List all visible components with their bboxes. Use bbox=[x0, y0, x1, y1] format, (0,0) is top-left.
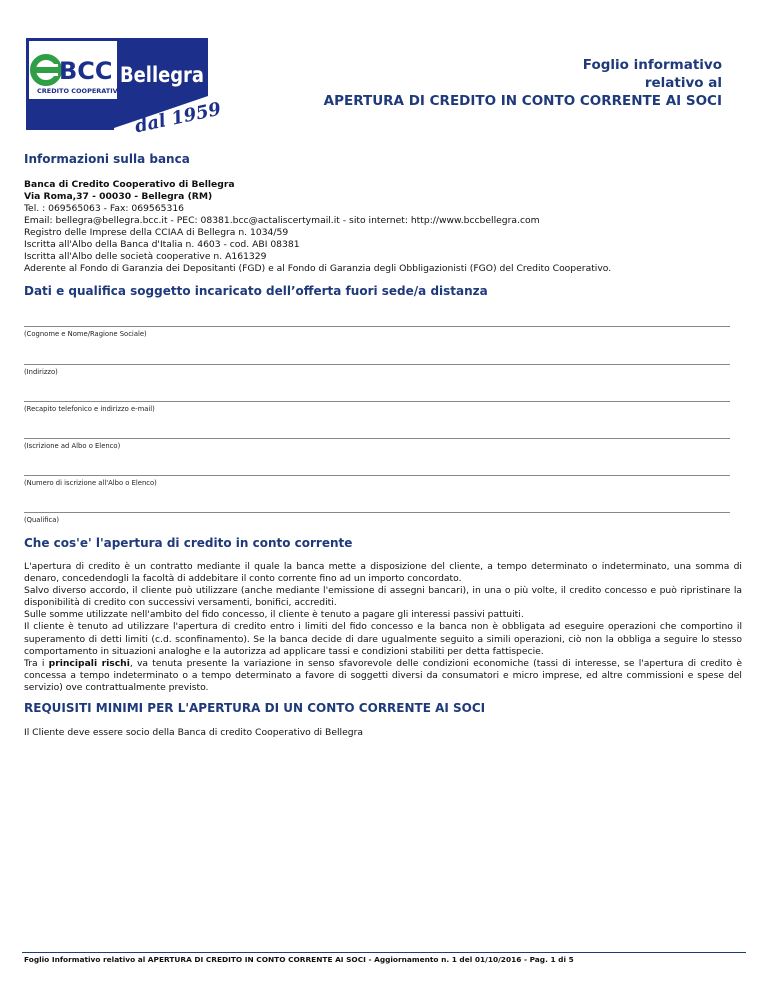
svg-text:dal 1959: dal 1959 bbox=[133, 98, 223, 138]
what-heading: Che cos'e' l'apertura di credito in conto corrente bbox=[24, 536, 353, 550]
page-footer: Foglio Informativo relativo al APERTURA DI CREDITO IN CONTO CORRENTE AI SOCI - Aggiornamento n. 1 del 01/10/2016 - Pag. 1 di 5 bbox=[24, 955, 574, 964]
requirements-text: Il Cliente deve essere socio della Banca di credito Cooperativo di Bellegra bbox=[24, 727, 363, 738]
field-line-role bbox=[24, 512, 730, 513]
what-paragraph-1: L'apertura di credito è un contratto mediante il quale la banca mette a disposizione del cliente, a tempo determinato o indeterminato, una somma di denaro, concedendogli la facoltà di addebitare il conto corrente fino ad un importo concordato. bbox=[24, 561, 742, 585]
footer-rule bbox=[22, 952, 746, 953]
bcc-bellegra-logo bbox=[26, 38, 223, 138]
requirements-heading: REQUISITI MINIMI PER L'APERTURA DI UN CONTO CORRENTE AI SOCI bbox=[24, 701, 486, 715]
what-paragraph-4: Il cliente è tenuto ad utilizzare l'apertura di credito entro i limiti del fido concesso e la banca non è obbligata ad eseguire operazioni che comportino il superamento di detti limiti (c.d. sconfinamento). Se la banca decide di dare ugualmente seguito a simili operazioni, ciò non la obbliga a seguire lo stesso comportamento in situazioni analoghe e la autorizza ad applicare tassi e condizioni stabiliti per detta fattispecie. bbox=[24, 621, 742, 657]
title-line-1: Foglio informativo bbox=[582, 57, 722, 73]
document-title bbox=[324, 56, 722, 110]
risk-emphasis: principali rischi bbox=[48, 657, 130, 669]
svg-text:BCC: BCC bbox=[59, 57, 113, 85]
title-line-2: relativo al bbox=[644, 75, 722, 91]
field-line-contact bbox=[24, 401, 730, 402]
bank-info-heading: Informazioni sulla banca bbox=[24, 152, 190, 166]
bank-address: Via Roma,37 - 00030 - Bellegra (RM) bbox=[24, 191, 213, 202]
title-line-3: APERTURA DI CREDITO IN CONTO CORRENTE AI SOCI bbox=[323, 93, 722, 109]
bank-info-block bbox=[24, 179, 744, 275]
field-line-name bbox=[24, 326, 730, 327]
bank-fund: Aderente al Fondo di Garanzia dei Depositanti (FGD) e al Fondo di Garanzia degli Obbligazionisti (FGO) del Credito Cooperativo. bbox=[24, 263, 612, 274]
agent-heading: Dati e qualifica soggetto incaricato dell’offerta fuori sede/a distanza bbox=[24, 284, 488, 298]
what-paragraph-2: Salvo diverso accordo, il cliente può utilizzare (anche mediante l'emissione di assegni bancari), in una o più volte, il credito concesso e può ripristinare la disponibilità di credito con successivi versamenti, bonifici, accrediti. bbox=[24, 585, 742, 609]
risk-text: , va tenuta presente la variazione in senso sfavorevole delle condizioni economiche (tassi di interesse, se l'apertura di credito è concessa a tempo indeterminato o a tempo determinato a favore di soggetti diversi da consumatori e micro imprese, ed altre commissioni e spese del servizio) ove contrattualmente previsto. bbox=[24, 657, 743, 693]
field-label-name: (Cognome e Nome/Ragione Sociale) bbox=[24, 330, 147, 338]
field-label-albo-number: (Numero di iscrizione all'Albo o Elenco) bbox=[24, 479, 157, 487]
requirements-body bbox=[24, 727, 742, 739]
what-paragraph-3: Sulle somme utilizzate nell'ambito del fido concesso, il cliente è tenuto a pagare gli interessi passivi pattuiti. bbox=[24, 609, 524, 621]
field-label-albo: (Iscrizione ad Albo o Elenco) bbox=[24, 442, 121, 450]
bank-email: Email: bellegra@bellegra.bcc.it - PEC: 08381.bcc@actaliscertymail.it - sito internet: http://www.bccbellegra.com bbox=[24, 215, 540, 226]
field-label-role: (Qualifica) bbox=[24, 516, 60, 524]
bank-registry: Registro delle Imprese della CCIAA di Bellegra n. 1034/59 bbox=[24, 227, 289, 238]
svg-text:CREDITO COOPERATIVO: CREDITO COOPERATIVO bbox=[37, 87, 124, 95]
bank-phone: Tel. : 069565063 - Fax: 069565316 bbox=[24, 203, 185, 214]
bank-albo: Iscritta all'Albo della Banca d'Italia n. 4603 - cod. ABI 08381 bbox=[24, 239, 300, 250]
field-line-address bbox=[24, 364, 730, 365]
risk-intro: Tra i bbox=[24, 657, 49, 669]
field-label-contact: (Recapito telefonico e indirizzo e-mail) bbox=[24, 405, 155, 413]
field-line-albo bbox=[24, 438, 730, 439]
field-line-albo-number bbox=[24, 475, 730, 476]
field-label-address: (Indirizzo) bbox=[24, 368, 58, 376]
bank-name: Banca di Credito Cooperativo di Bellegra bbox=[24, 179, 235, 190]
svg-text:Bellegra: Bellegra bbox=[120, 63, 204, 87]
what-body bbox=[24, 561, 742, 694]
bank-cooperative: Iscritta all'Albo delle società cooperative n. A161329 bbox=[24, 251, 267, 262]
what-paragraph-5 bbox=[24, 658, 742, 694]
